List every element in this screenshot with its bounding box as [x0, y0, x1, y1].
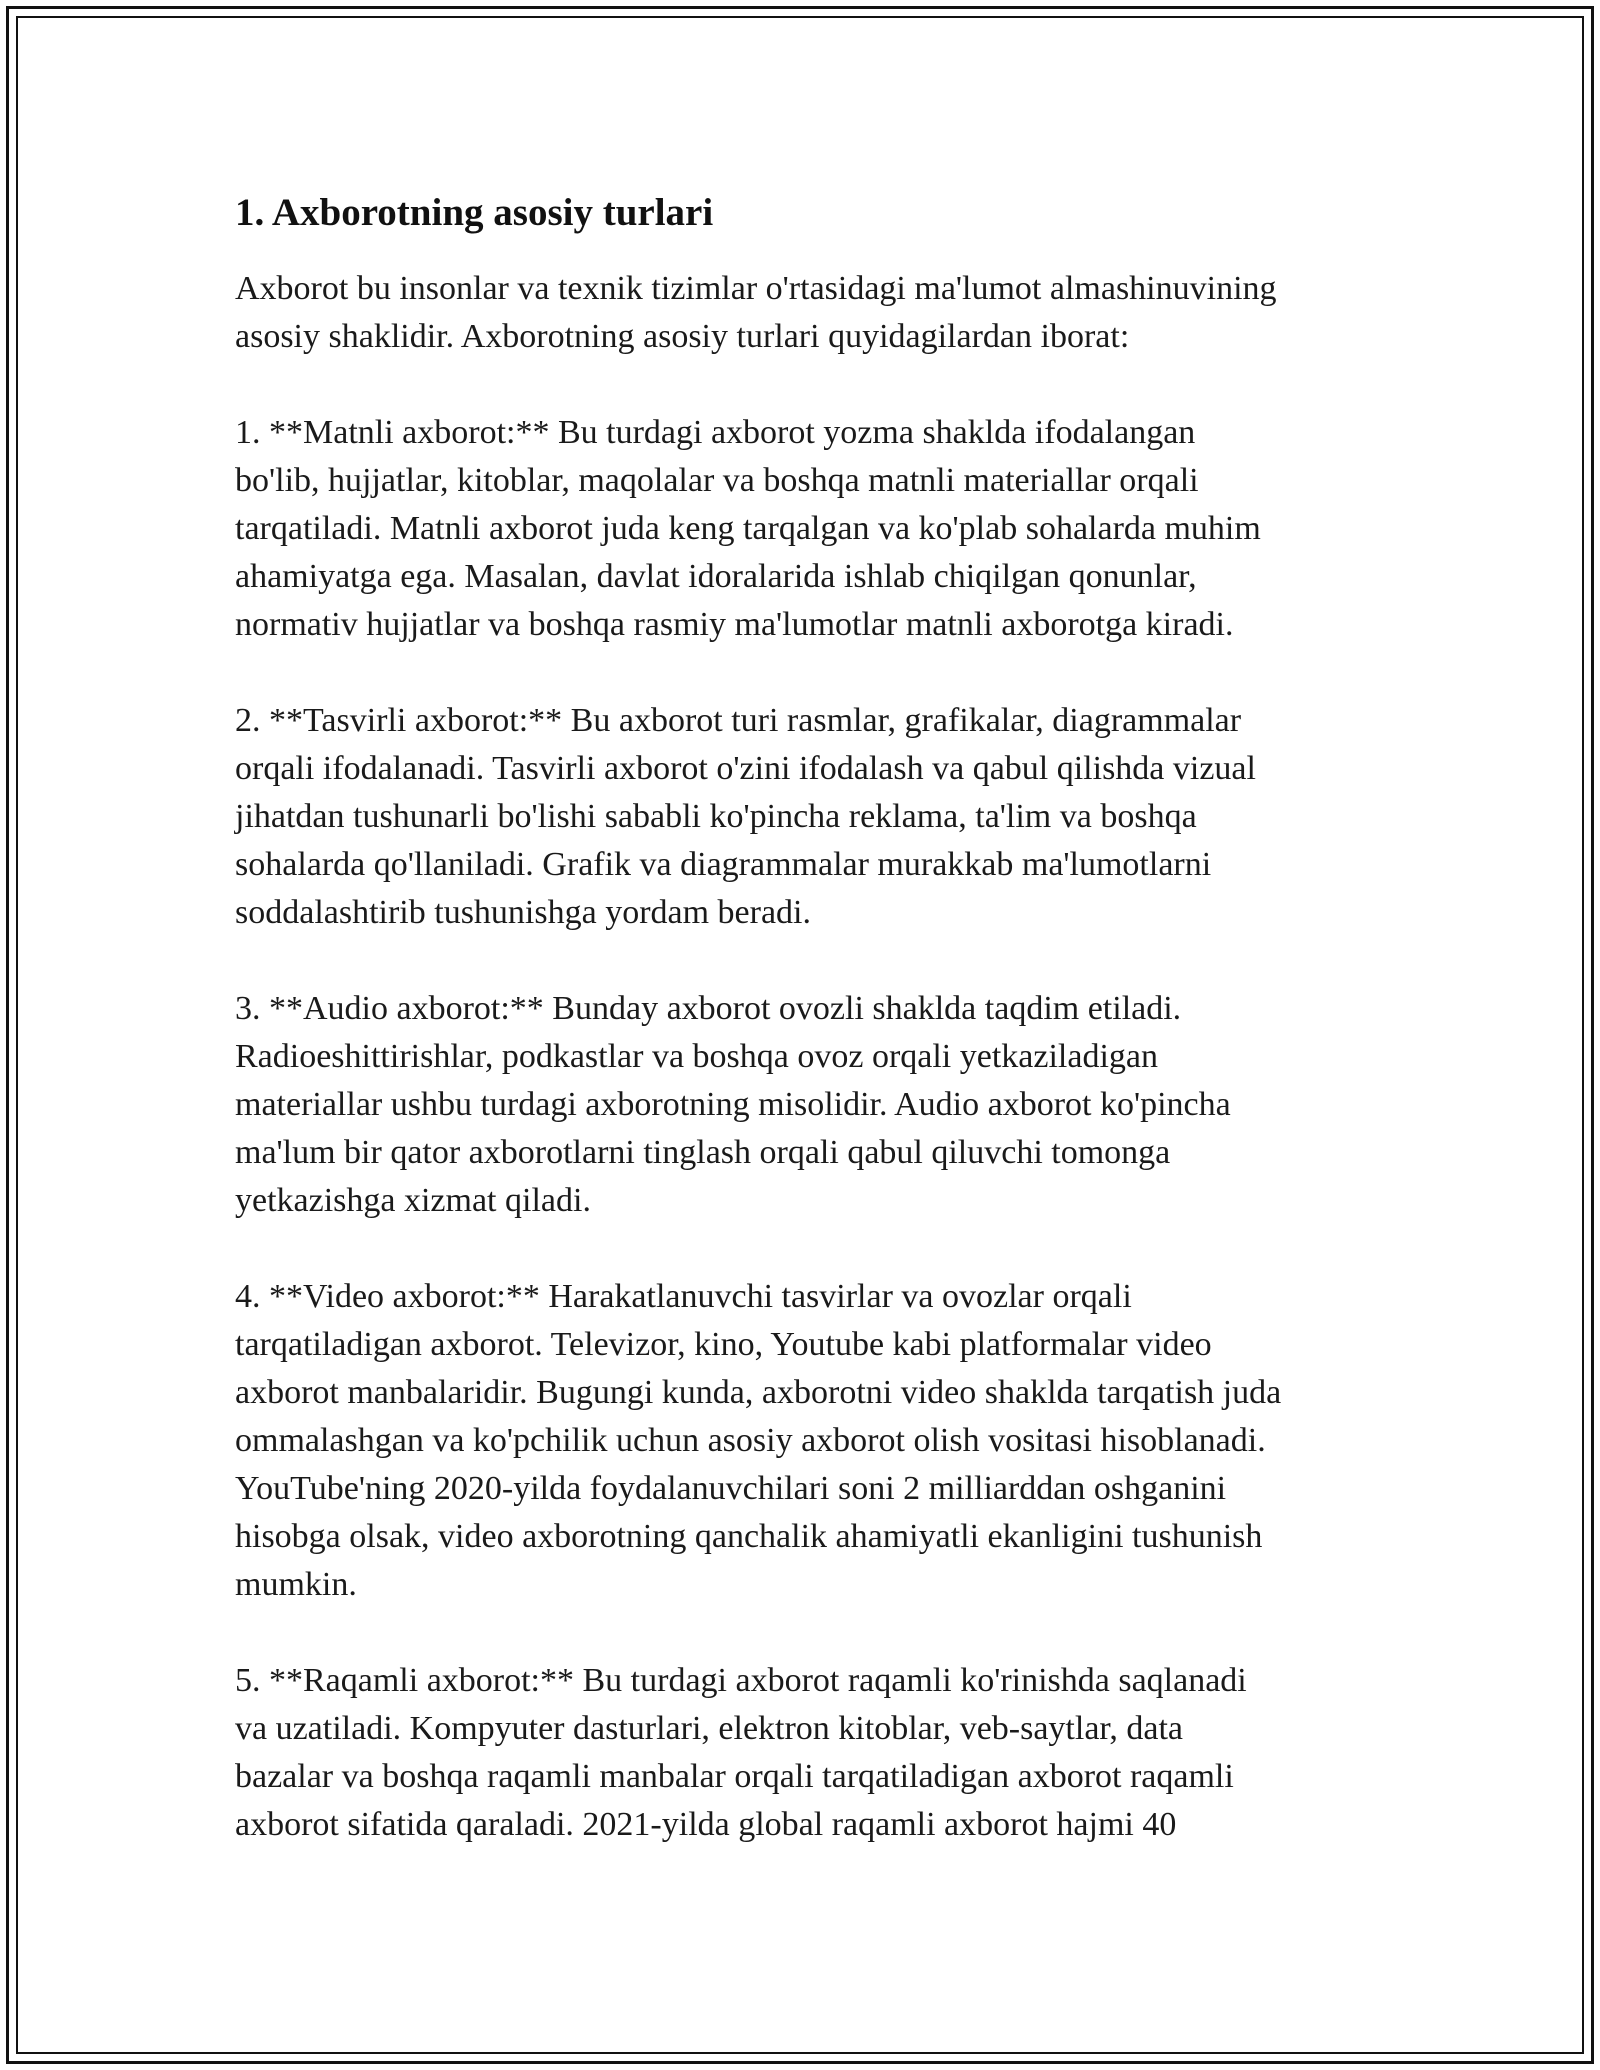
document-body — [235, 180, 1395, 1897]
paragraph-video-info: 4. **Video axborot:** Harakatlanuvchi tasvirlar va ovozlar orqali tarqatiladigan axborot. Televizor, kino, Youtube kabi platformalar video axborot manbalaridir. Bugungi kunda, axborotni video shaklda tarqatish juda ommalashgan va ko'pchilik uchun asosiy axborot olish vositasi hisoblanadi. YouTube'ning 2020-yilda foydalanuvchilari soni 2 milliarddan oshganini hisobga olsak, video axborotning qanchalik ahamiyatli ekanligini tushunish mumkin. — [235, 1277, 1282, 1603]
paragraph-image-info: 2. **Tasvirli axborot:** Bu axborot turi rasmlar, grafikalar, diagrammalar orqali ifodalanadi. Tasvirli axborot o'zini ifodalash va qabul qilishda vizual jihatdan tushunarli bo'lishi sababli ko'pincha reklama, ta'lim va boshqa sohalarda qo'llaniladi. Grafik va diagrammalar murakkab ma'lumotlarni soddalashtirib tushunishga yordam beradi. — [235, 701, 1256, 931]
intro-paragraph: Axborot bu insonlar va texnik tizimlar o'rtasidagi ma'lumot almashinuvining asosiy shaklidir. Axborotning asosiy turlari quyidagilardan iborat: — [235, 269, 1277, 355]
paragraph-text-info: 1. **Matnli axborot:** Bu turdagi axborot yozma shaklda ifodalangan bo'lib, hujjatlar, kitoblar, maqolalar va boshqa matnli materiallar orqali tarqatiladi. Matnli axborot juda keng tarqalgan va ko'plab sohalarda muhim ahamiyatga ega. Masalan, davlat idoralarida ishlab chiqilgan qonunlar, normativ hujjatlar va boshqa rasmiy ma'lumotlar matnli axborotga kiradi. — [235, 413, 1261, 643]
paragraph-audio-info: 3. **Audio axborot:** Bunday axborot ovozli shaklda taqdim etiladi. Radioeshittirishlar, podkastlar va boshqa ovoz orqali yetkaziladigan materiallar ushbu turdagi axborotning misolidir. Audio axborot ko'pincha ma'lum bir qator axborotlarni tinglash orqali qabul qiluvchi tomonga yetkazishga xizmat qiladi. — [235, 989, 1231, 1219]
paragraph-digital-info: 5. **Raqamli axborot:** Bu turdagi axborot raqamli ko'rinishda saqlanadi va uzatiladi. Kompyuter dasturlari, elektron kitoblar, veb-saytlar, data bazalar va boshqa raqamli manbalar orqali tarqatiladigan axborot raqamli axborot sifatida qaraladi. 2021-yilda global raqamli axborot hajmi 40 — [235, 1661, 1247, 1843]
section-heading: 1. Axborotning asosiy turlari — [235, 191, 714, 234]
